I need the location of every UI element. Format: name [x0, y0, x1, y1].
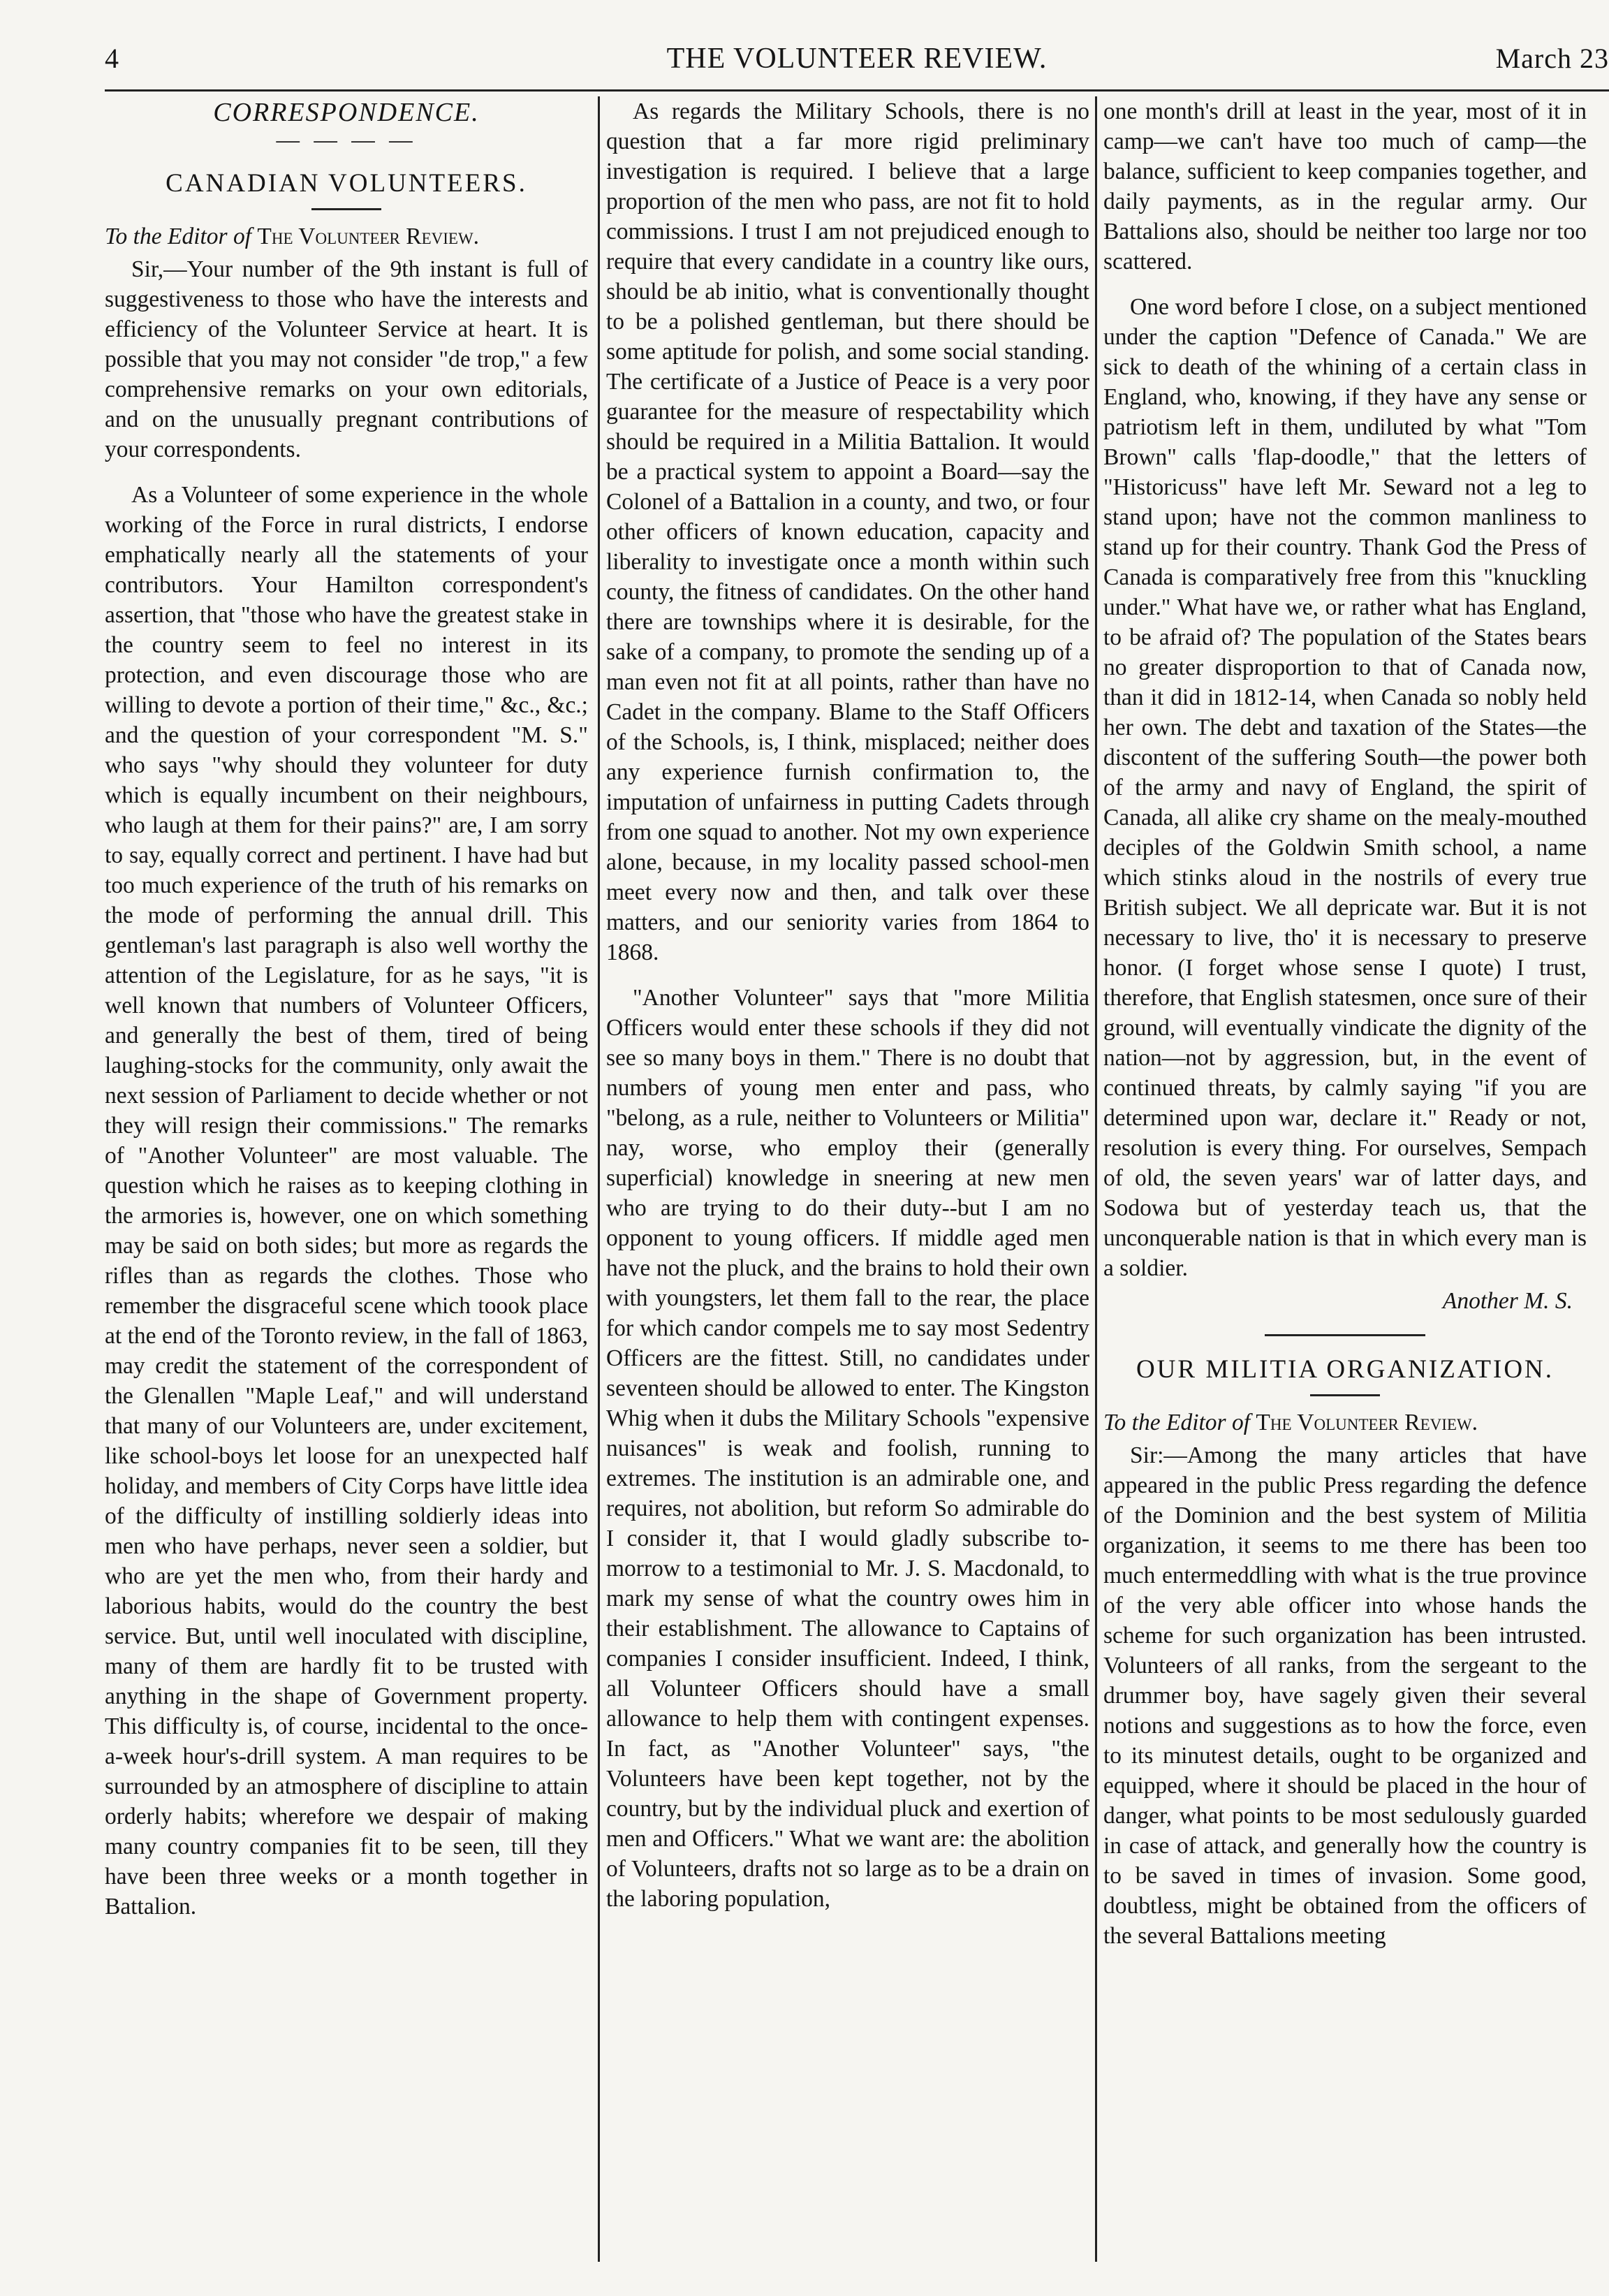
- salutation: [105, 221, 588, 251]
- page-number: 4: [105, 43, 119, 74]
- paragraph: Sir:—Among the many articles that have appeared in the public Press regarding the defence of the Dominion and the best system of Militia organization, it seems to me there has been too much entermeddling with what is the true province of the very able officer into whose hands the scheme for such organization has been intrusted. Volunteers of all ranks, from the sergeant to the drummer boy, have sagely given their several notions and suggestions as to how the force, even to its minutest details, ought to be organized and equipped, where it should be placed in the hour of danger, what points to be most sedulously guarded in case of attack, and generally how the country is to be saved in times of invasion. Some good, doubtless, might be obtained from the officers of the several Battalions meeting: [1103, 1442, 1587, 1949]
- article-title: CANADIAN VOLUNTEERS.: [166, 169, 527, 198]
- salutation-prefix: To the Editor of: [1103, 1410, 1251, 1435]
- paragraph: As a Volunteer of some experience in the whole working of the Force in rural districts, I endorse emphatically nearly all the statements of your contributors. Your Hamilton correspondent's assertion, that "those who have the greatest stake in the country seem to feel no interest in its protection, and even discourage those who are willing to devote a portion of their time," &c., &c.; and the question of your correspondent "M. S." who says "why should they volunteer for duty which is equally incumbent on their neighbours, who laugh at them for their pains?" are, I am sorry to say, equally correct and pertinent. I have had but too much experience of the truth of his remarks on the mode of performing the annual drill. This gentleman's last paragraph is also well worthy the attention of the Legislature, for as he says, "it is well known that numbers of Volunteer Officers, and generally the best of them, tired of being laughing-stocks for the community, only await the next session of Parliament to decide whether or not they will resign their commissions." The remarks of "Another Volunteer" are most valuable. The question which he raises as to keeping clothing in the armories is, however, one on which something may be said on both sides; but more as regards the rifles than as regards the clothes. Those who remember the disgraceful scene which toook place at the end of the Toronto review, in the fall of 1863, may credit the statement of the correspondent of the Glenallen "Maple Leaf," and will understand that many of our Volunteers are, under excitement, like school-boys let loose for an unexpected half holiday, and members of City Corps have little idea of the difficulty of instilling soldierly ideas into men who have perhaps, never seen a soldier, but who are yet the men who, from their hardy and laborious habits, would do the country the best service. But, until well inoculated with discipline, many of them are hardly fit to be trusted with anything in the shape of Government property. This difficulty is, of course, incidental to the once-a-week hour's-drill system. A man requires to be surrounded by an atmosphere of discipline to attain orderly habits; wherefore we despair of making many country companies fit to be seen, till they have been three weeks or a month together in Battalion.: [105, 482, 588, 1920]
- page-header: [105, 42, 1609, 84]
- column-divider: [1095, 96, 1097, 2262]
- paragraph: Sir,—Your number of the 9th instant is full of suggestiveness to those who have the interests and efficiency of the Volunteer Service at heart. It is possible that you may not consider "de trop," a few comprehensive remarks on your own editorials, and on the unusually pregnant contributions of your correspondents.: [105, 256, 588, 462]
- column-divider: [598, 96, 600, 2262]
- title-rule: [1310, 1394, 1380, 1396]
- title-rule: [311, 208, 381, 210]
- salutation-paper: The Volunteer Review.: [257, 224, 480, 249]
- paragraph: one month's drill at least in the year, most of it in camp—we can't have too much of camp—the balance, sufficient to keep companies together, and daily payments, as in the regular army. Our Battalions also, should be neither too large nor too scattered.: [1103, 98, 1587, 275]
- salutation-prefix: To the Editor of: [105, 224, 252, 249]
- article-title: OUR MILITIA ORGANIZATION.: [1136, 1355, 1555, 1384]
- newspaper-title: THE VOLUNTEER REVIEW.: [666, 43, 1048, 75]
- column-1: [105, 96, 588, 2283]
- heading-dashes: — — — —: [276, 127, 417, 153]
- column-3: [1103, 96, 1587, 2283]
- signature: Another M. S.: [1442, 1288, 1573, 1314]
- paragraph: As regards the Military Schools, there is no question that a far more rigid preliminary investigation is required. I believe that a large proportion of the men who pass, are not fit to hold commissions. I trust I am not prejudiced enough to require that every candidate in a country like ours, should be ab initio, what is conventionally thought to be a polished gentleman, but there should be some aptitude for polish, and some social standing. The certificate of a Justice of Peace is a very poor guarantee for the measure of respectability which should be required in a Militia Battalion. It would be a practical system to appoint a Board—say the Colonel of a Battalion in a county, and two, or four other officers of known education, capacity and liberality to investigate once a month within such county, the fitness of candidates. On the other hand there are townships where it is desirable, for the sake of a company, to promote the sending up of a man even not fit at all points, rather than have no Cadet in the company. Blame to the Staff Officers of the Schools, is, I think, misplaced; neither does any experience furnish confirmation to, the imputation of unfairness in putting Cadets through from one squad to another. Not my own experience alone, because, in my locality passed school-men meet every now and then, and talk over these matters, and our seniority varies from 1864 to 1868.: [606, 98, 1089, 965]
- section-heading: CORRESPONDENCE.: [213, 98, 480, 127]
- column-2: [606, 96, 1089, 2283]
- section-rule: [1265, 1334, 1425, 1336]
- issue-date: March 23: [1495, 43, 1609, 74]
- paragraph: One word before I close, on a subject mentioned under the caption "Defence of Canada." We are sick to death of the whining of a certain class in England, who, knowing, if they have any sense or patriotism left in them, undiluted by what "Tom Brown" calls 'flap-doodle," that the letters of "Historicuss" have left Mr. Seward not a leg to stand upon; have not the common manliness to stand up for their country. Thank God the Press of Canada is comparatively free from this "knuckling under." What have we, or rather what has England, to be afraid of? The population of the States bears no greater disproportion to that of Canada now, than it did in 1812-14, when Canada so nobly held her own. The debt and taxation of the States—the discontent of the suffering South—the power both of the army and navy of England, the spirit of Canada, all alike cry shame on the mealy-mouthed deciples of the Goldwin Smith school, a name which stinks aloud in the nostrils of every true British subject. We all depricate war. But it is not necessary to live, tho' it is necessary to preserve honor. (I forget whose sense I quote) I trust, therefore, that English statesmen, once sure of their ground, will eventually vindicate the dignity of the nation—not by aggression, but, in the event of continued threats, by calmly saying "if you are determined upon war, declare it." Ready or not, resolution is every thing. For ourselves, Sempach of old, the seven years' war of latter days, and Sodowa but of yesterday teach us, that the unconquerable nation is that in which every man is a soldier.: [1103, 294, 1587, 1281]
- paragraph: "Another Volunteer" says that "more Militia Officers would enter these schools if they did not see so many boys in them." There is no doubt that numbers of young men enter and pass, who "belong, as a rule, neither to Volunteers or Militia" nay, worse, who employ their (generally superficial) knowledge in sneering at new men who are trying to do their duty--but I am no opponent to young officers. If middle aged men have not the pluck, and the brains to hold their own with youngsters, let them fall to the rear, the place for which candor compels me to say most Sedentry Officers are the fittest. Still, no candidates under seventeen should be allowed to enter. The Kingston Whig when it dubs the Military Schools "expensive nuisances" is weak and foolish, running to extremes. The institution is an admirable one, and requires, not abolition, but reform So admirable do I consider it, that I would gladly subscribe to-morrow to a testimonial to Mr. J. S. Macdonald, to mark my sense of what the country owes him in their establishment. The allowance to Captains of companies I consider insufficient. Indeed, I think, all Volunteer Officers should have a small allowance to help them with contingent expenses. In fact, as "Another Volunteer" says, "the Volunteers have been kept together, not by the country, but by the individual pluck and exertion of men and Officers." What we want are: the abolition of Volunteers, drafts not so large as to be a drain on the laboring population,: [606, 985, 1089, 1912]
- salutation-paper: The Volunteer Review.: [1256, 1410, 1478, 1435]
- signature-block: [1103, 1286, 1587, 1316]
- header-rule: [105, 89, 1609, 92]
- salutation: [1103, 1407, 1587, 1438]
